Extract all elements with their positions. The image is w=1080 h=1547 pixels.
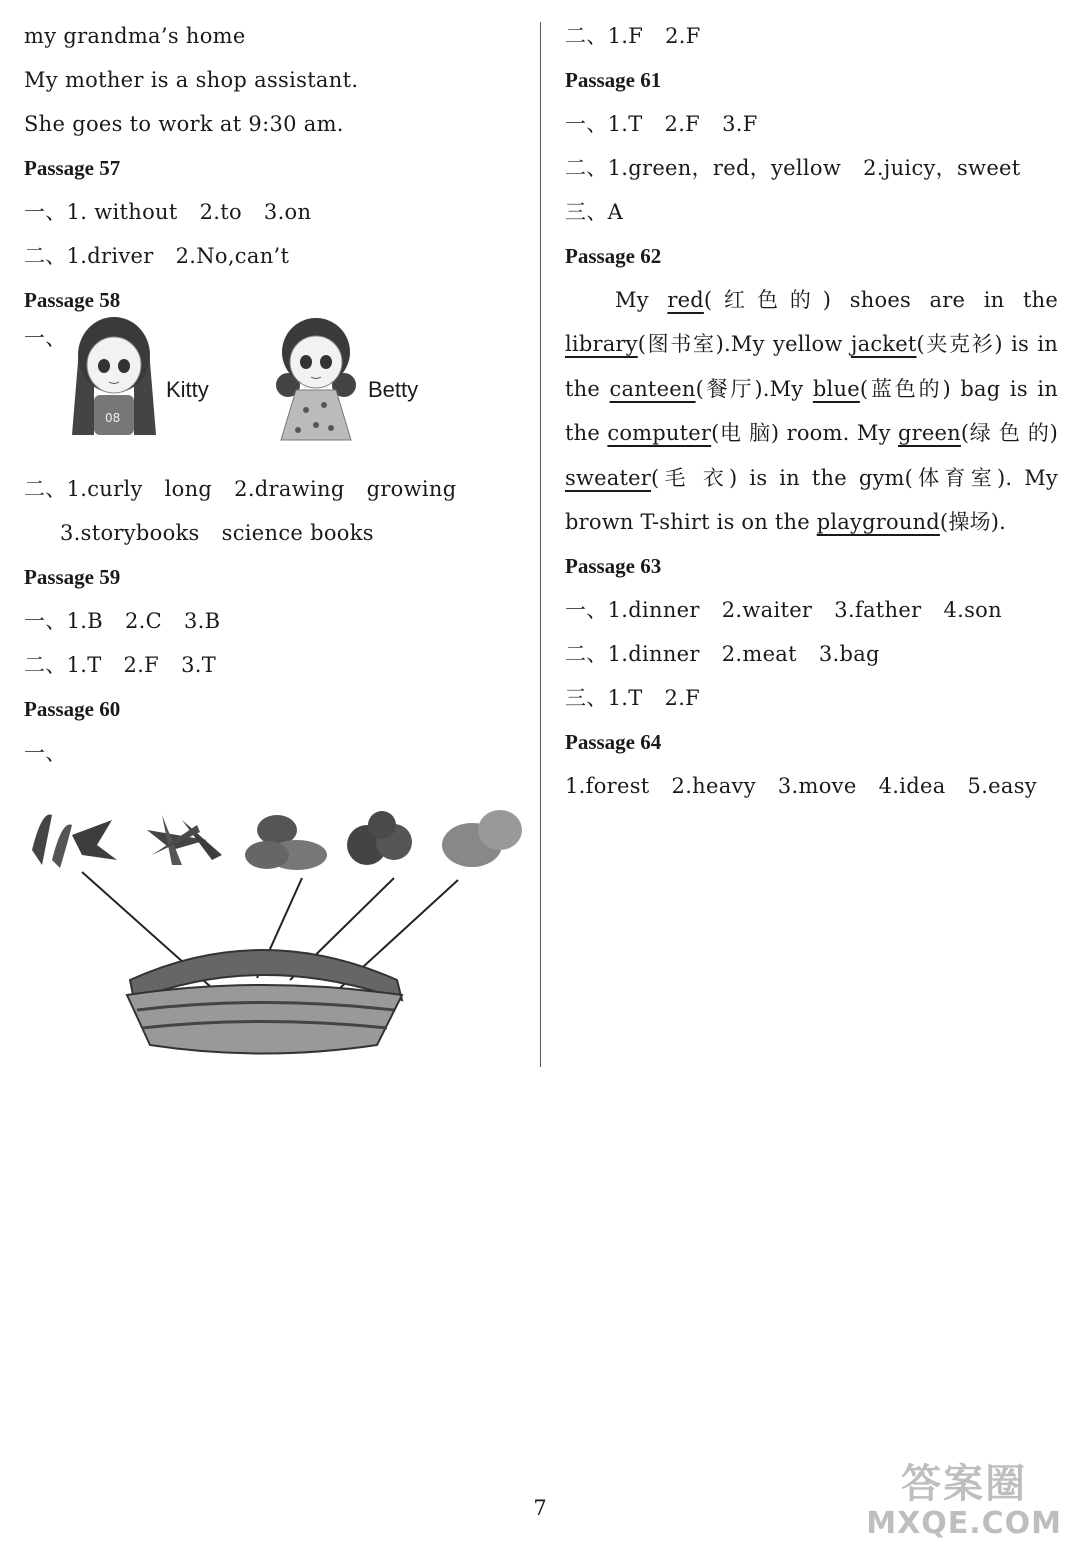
passage-text: (毛 衣) is in the gym(体育室). My brown T-shirt is on the bbox=[565, 465, 1058, 535]
column-divider bbox=[540, 22, 541, 1067]
answer-line: My mother is a shop assistant. bbox=[24, 68, 359, 92]
section-marker: 一、 bbox=[24, 741, 67, 765]
name-label-betty: Betty bbox=[368, 377, 419, 402]
underlined-answer: library bbox=[565, 332, 638, 357]
answer-line: 1.forest 2.heavy 3.move 4.idea 5.easy bbox=[565, 774, 1037, 799]
answer-line: 三、A bbox=[565, 200, 624, 224]
passage-62-paragraph bbox=[565, 278, 1058, 544]
answer-line: 二、1.driver 2.No,can’t bbox=[24, 244, 290, 268]
onions-icon bbox=[245, 815, 327, 870]
passage-text: (电 脑) room. My bbox=[711, 421, 899, 446]
passage-64-heading: Passage 64 bbox=[565, 730, 662, 755]
watermark-text: 答案圈 bbox=[901, 1461, 1028, 1507]
basket-icon bbox=[127, 950, 402, 1054]
answer-line: 一、1.T 2.F 3.F bbox=[565, 112, 758, 136]
peppers-icon bbox=[32, 814, 117, 868]
answer-line: 二、1.curly long 2.drawing growing bbox=[24, 477, 457, 501]
underlined-answer: red bbox=[667, 288, 704, 312]
passage-text: (图书室).My yellow bbox=[637, 332, 851, 357]
svg-text:08: 08 bbox=[105, 411, 121, 425]
answer-line: 三、1.T 2.F bbox=[565, 686, 701, 711]
underlined-answer: jacket bbox=[850, 332, 917, 357]
girl-kitty-image bbox=[64, 310, 164, 440]
answer-line: 一、1. without 2.to 3.on bbox=[24, 200, 312, 224]
potatoes-icon bbox=[442, 810, 522, 867]
answer-line: She goes to work at 9:30 am. bbox=[24, 112, 344, 136]
underlined-answer: canteen bbox=[609, 376, 696, 401]
passage-text: (夹克衫) is in the bbox=[565, 332, 1058, 401]
underlined-answer: playground bbox=[816, 510, 940, 535]
passage-61-heading: Passage 61 bbox=[565, 68, 662, 92]
girls-illustration bbox=[24, 322, 529, 467]
answer-line: 一、1.dinner 2.waiter 3.father 4.son bbox=[565, 598, 1002, 623]
underlined-answer: green bbox=[898, 421, 961, 446]
tomatoes-icon bbox=[347, 811, 412, 865]
answer-line: 一、1.B 2.C 3.B bbox=[24, 609, 221, 633]
page-number: 7 bbox=[533, 1496, 547, 1520]
underlined-answer: blue bbox=[812, 376, 860, 401]
answer-line: 二、1.T 2.F 3.T bbox=[24, 653, 217, 677]
watermark-logo bbox=[866, 1461, 1062, 1541]
passage-62-heading: Passage 62 bbox=[565, 244, 662, 268]
vegetable-basket-matching-image bbox=[22, 800, 527, 1060]
passage-60-heading: Passage 60 bbox=[24, 697, 121, 721]
section-marker: 一、 bbox=[24, 326, 67, 350]
passage-text: (蓝色的) bag is in the bbox=[565, 376, 1058, 446]
passage-text: My bbox=[615, 288, 668, 312]
left-column bbox=[24, 14, 529, 775]
name-label-kitty: Kitty bbox=[166, 377, 209, 402]
underlined-answer: sweater bbox=[565, 465, 652, 490]
okra-icon bbox=[147, 815, 222, 865]
watermark-url: MXQE.COM bbox=[866, 1506, 1062, 1541]
passage-63-heading: Passage 63 bbox=[565, 554, 662, 579]
passage-text: (餐厅).My bbox=[695, 376, 813, 401]
answer-line: 3.storybooks science books bbox=[60, 521, 374, 545]
underlined-answer: computer bbox=[607, 421, 712, 446]
passage-59-heading: Passage 59 bbox=[24, 565, 121, 589]
passage-text: (红色的) shoes are in the bbox=[703, 288, 1058, 312]
answer-line: 二、1.dinner 2.meat 3.bag bbox=[565, 642, 880, 667]
right-column bbox=[565, 14, 1060, 808]
passage-text: (操场). bbox=[939, 510, 1006, 535]
passage-text: (绿 色 的) bbox=[960, 421, 1058, 446]
answer-line: my grandma’s home bbox=[24, 24, 246, 48]
answer-line: 二、1.green，red，yellow 2.juicy，sweet bbox=[565, 156, 1021, 180]
passage-58-heading: Passage 58 bbox=[24, 288, 121, 312]
answer-line: 二、1.F 2.F bbox=[565, 24, 701, 48]
passage-57-heading: Passage 57 bbox=[24, 156, 121, 180]
girl-betty-image bbox=[266, 310, 366, 445]
